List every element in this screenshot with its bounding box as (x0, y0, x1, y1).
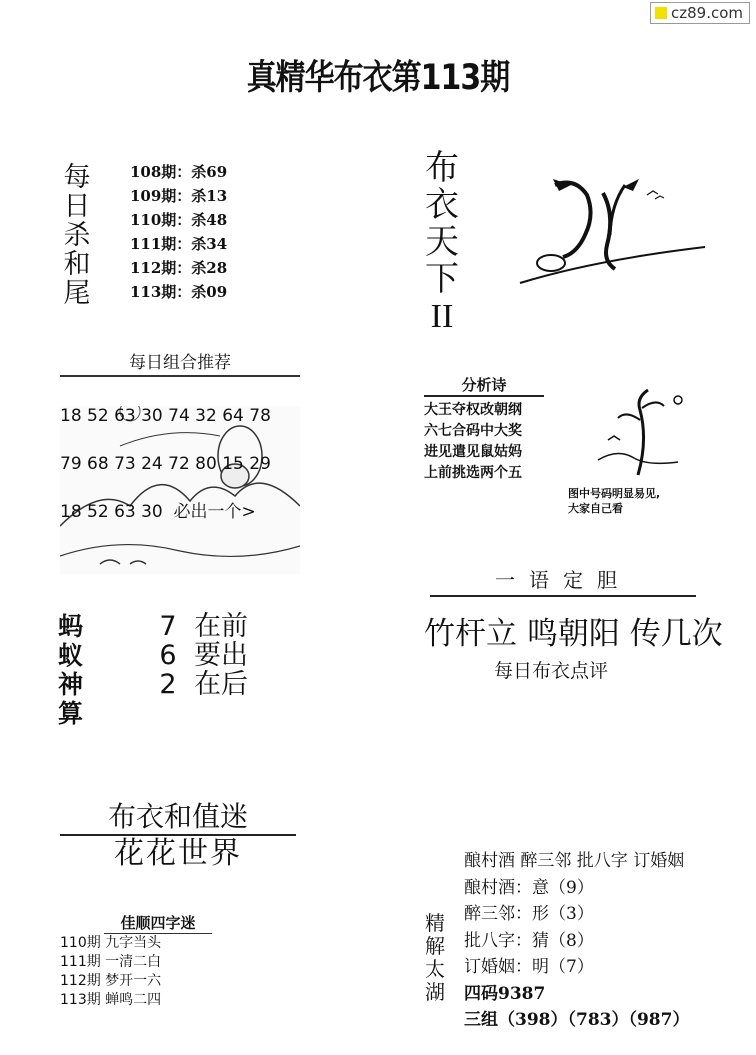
combo-number-lines (60, 376, 271, 552)
poem-note-line: 大家自己看 (568, 502, 623, 515)
jiashun-title: 佳顺四字迷 (104, 912, 212, 934)
daily-kill-list (130, 160, 227, 304)
mayi-title-char: 算 (58, 699, 84, 728)
jiashun-list (60, 934, 161, 1010)
mayi-number: 6 (159, 640, 177, 671)
list-item: 108期：杀69 (130, 163, 228, 181)
hezhi-section (60, 800, 296, 872)
list-item: 110期 九字当头 (60, 935, 162, 951)
watermark-text: cz89.com (670, 4, 743, 22)
page-title: 真精华布衣第113期 (246, 57, 510, 99)
buyi-title-char: 衣 (425, 185, 459, 225)
list-item: 酿村酒：意（9） (464, 877, 594, 898)
poem-title: 分析诗 (424, 374, 544, 397)
list-item: 113期：杀09 (130, 283, 228, 301)
yiyu-main-text: 竹杆立 鸣朝阳 传几次 (424, 616, 723, 652)
taihu-title (422, 912, 448, 1004)
poem-line: 大王夺权改朝纲 (424, 402, 522, 418)
list-item: 110期：杀48 (130, 211, 228, 229)
taihu-title-char: 湖 (425, 980, 445, 1004)
daily-kill-title-char: 日 (63, 191, 91, 222)
poem-note (568, 486, 660, 516)
buyi-title-char: 下 (425, 259, 459, 299)
hezhi-title: 布衣和值迷 (60, 800, 296, 836)
list-item: 111期：杀34 (130, 235, 228, 253)
daily-kill-title-char: 尾 (63, 278, 91, 309)
mayi-title-char: 蚁 (58, 641, 84, 670)
hezhi-answer: 花花世界 (114, 836, 242, 871)
yiyu-subtitle: 每日布衣点评 (494, 660, 609, 682)
buyi-title-char: 天 (425, 222, 459, 262)
mayi-row (158, 641, 248, 670)
list-item: 112期：杀28 (130, 259, 228, 277)
mayi-title-char: 蚂 (58, 612, 84, 641)
list-item: 醉三邻：形（3） (464, 904, 594, 924)
yiyu-title: 一语定胆 (430, 564, 696, 597)
mayi-row (158, 670, 248, 699)
list-item: 111期 一清二白 (60, 954, 162, 970)
list-item: 三组（398）（783）（987） (464, 1010, 690, 1030)
mayi-row (158, 612, 248, 641)
mayi-title (58, 612, 88, 728)
poem-line: 六七合码中大奖 (424, 423, 522, 439)
poem-line: 进见遣见鼠姑妈 (424, 444, 522, 460)
combo-line: 79 68 73 24 72 80 15 29 (60, 454, 271, 474)
mayi-rows (158, 612, 248, 699)
buyi-title-char: II (430, 298, 454, 335)
mayi-text: 在后 (194, 669, 248, 700)
combo-title: 每日组合推荐 (60, 348, 300, 377)
list-item: 112期 梦开一六 (60, 973, 162, 989)
list-item: 批八字：猜（8） (464, 930, 594, 951)
list-item: 113期 蝉鸣二四 (60, 992, 162, 1008)
tree-bird-illustration (578, 380, 698, 480)
combo-section (60, 346, 300, 574)
list-item: 109期：杀13 (130, 187, 228, 205)
daily-kill-title (62, 163, 92, 308)
taihu-title-char: 太 (425, 957, 445, 981)
poem-note-line: 图中号码明显易见, (568, 487, 661, 500)
mayi-text: 要出 (194, 640, 248, 671)
combo-line: 18 52 63 30 必出一个> (60, 502, 256, 522)
list-item: 订婚姻：明（7） (464, 957, 594, 977)
taihu-title-char: 精 (425, 911, 445, 935)
watermark-square-icon (655, 7, 667, 19)
watermark (650, 2, 750, 24)
taihu-list (464, 848, 689, 1034)
poem-lines (424, 400, 522, 484)
daily-kill-title-char: 每 (63, 162, 91, 193)
poem-section (418, 370, 708, 520)
mayi-number: 7 (159, 611, 177, 642)
list-item: 酿村酒 醉三邻 批八字 订婚姻 (464, 851, 685, 871)
taihu-title-char: 解 (425, 934, 445, 958)
combo-line: 18 52 63 30 74 32 64 78 (60, 406, 271, 426)
daily-kill-title-char: 和 (63, 249, 91, 280)
mayi-number: 2 (159, 669, 177, 700)
daily-kill-title-char: 杀 (63, 220, 91, 251)
buyi-tianxia-title (422, 150, 462, 335)
mayi-title-char: 神 (58, 670, 84, 699)
bird-hill-illustration (515, 165, 715, 290)
mayi-text: 在前 (194, 611, 248, 642)
buyi-title-char: 布 (425, 148, 459, 188)
list-item: 四码9387 (464, 983, 546, 1004)
poem-line: 上前挑选两个五 (424, 465, 522, 481)
